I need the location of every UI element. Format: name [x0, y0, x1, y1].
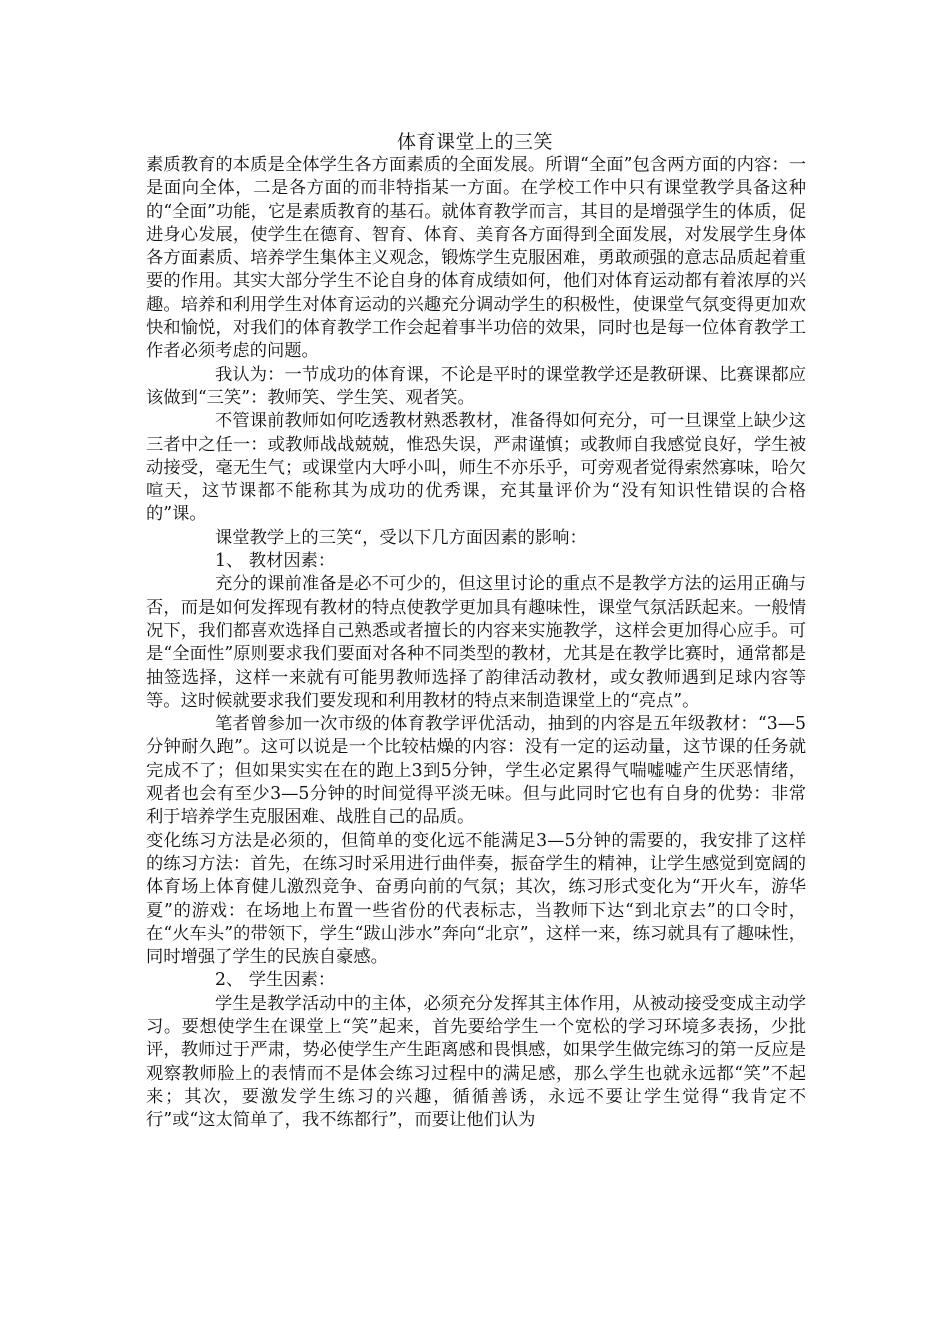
paragraph-three-smiles: 我认为：一节成功的体育课，不论是平时的课堂教学还是教研课、比赛课都应该做到“三笑”：教师笑、学生笑、观者笑。 — [146, 364, 806, 408]
document-body — [146, 154, 806, 1132]
paragraph-lacking: 不管课前教师如何吃透教材熟悉教材，准备得如何充分，可一旦课堂上缺少这三者中之任一：或教师战战兢兢，惟恐失误，严肃谨慎；或教师自我感觉良好，学生被动接受，毫无生气；或课堂内大呼小叫，师生不亦乐乎，可旁观者觉得索然寡味，哈欠喧天，这节课都不能称其为成功的优秀课，充其量评价为“没有知识性错误的合格的”课。 — [146, 411, 806, 525]
paragraph-example: 笔者曾参加一次市级的体育教学评优活动，抽到的内容是五年级教材：“3—5分钟耐久跑”。这可以说是一个比较枯燥的内容：没有一定的运动量，这节课的任务就完成不了；但如果实实在在的跑上3到5分钟，学生必定累得气喘嘘嘘产生厌恶情绪，观者也会有至少3—5分钟的时间觉得平淡无味。但与此同时它也有自身的优势：非常利于培养学生克服困难、战胜自己的品质。 — [146, 714, 806, 828]
document-title: 体育课堂上的三笑 — [396, 131, 553, 153]
paragraph-factors-intro: 课堂教学上的三笑“，受以下几方面因素的影响： — [215, 527, 587, 548]
paragraph-intro: 素质教育的本质是全体学生各方面素质的全面发展。所谓“全面”包含两方面的内容：一是面向全体，二是各方面的而非特指某一方面。在学校工作中只有课堂教学具备这种的“全面”功能，它是素质教育的基石。就体育教学而言，其目的是增强学生的体质，促进身心发展，使学生在德育、智育、体育、美育各方面得到全面发展，对发展学生身体各方面素质、培养学生集体主义观念，锻炼学生克服困难，勇敢顽强的意志品质起着重要的作用。其实大部分学生不论自身的体育成绩如何，他们对体育运动都有着浓厚的兴趣。培养和利用学生对体育运动的兴趣充分调动学生的积极性，使课堂气氛变得更加欢快和愉悦，对我们的体育教学工作会起着事半功倍的效果，同时也是每一位体育教学工作者必须考虑的问题。 — [146, 155, 806, 362]
heading-student-factor: 2、 学生因素： — [215, 970, 336, 991]
paragraph-material: 充分的课前准备是必不可少的，但这里讨论的重点不是教学方法的运用正确与否，而是如何发挥现有教材的特点使教学更加具有趣味性，课堂气氛活跃起来。一般情况下，我们都喜欢选择自己熟悉或者擅长的内容来实施教学，这样会更加得心应手。可是“全面性”原则要求我们要面对各种不同类型的教材，尤其是在教学比赛时，通常都是抽签选择，这样一来就有可能男教师选择了韵律活动教材，或女教师遇到足球内容等等。这时候就要求我们要发现和利用教材的特点来制造课堂上的“亮点”。 — [146, 574, 806, 711]
paragraph-student: 学生是教学活动中的主体，必须充分发挥其主体作用，从被动接受变成主动学习。要想使学生在课堂上“笑”起来，首先要给学生一个宽松的学习环境多表扬，少批评，教师过于严肃，势必使学生产生距离感和畏惧感，如果学生做完练习的第一反应是观察教师脸上的表情而不是体会练习过程中的满足感，那么学生也就永远都“笑”不起来；其次，要激发学生练习的兴趣，循循善诱，永远不要让学生觉得“我肯定不行”或“这太简单了，我不练都行”，而要让他们认为 — [146, 993, 806, 1131]
paragraph-practice-methods: 变化练习方法是必须的，但简单的变化远不能满足3—5分钟的需要的，我安排了这样的练习方法：首先，在练习时采用进行曲伴奏，振奋学生的精神，让学生感觉到宽阔的体育场上体育健儿激烈竞争、奋勇向前的气氛；其次，练习形式变化为“开火车，游华夏”的游戏：在场地上布置一些省份的代表标志，当教师下达“到北京去”的口令时，在“火车头”的带领下，学生“跋山涉水”奔向“北京”，这样一来，练习就具有了趣味性，同时增强了学生的民族自豪感。 — [146, 830, 806, 968]
heading-material-factor: 1、 教材因素： — [215, 551, 336, 572]
